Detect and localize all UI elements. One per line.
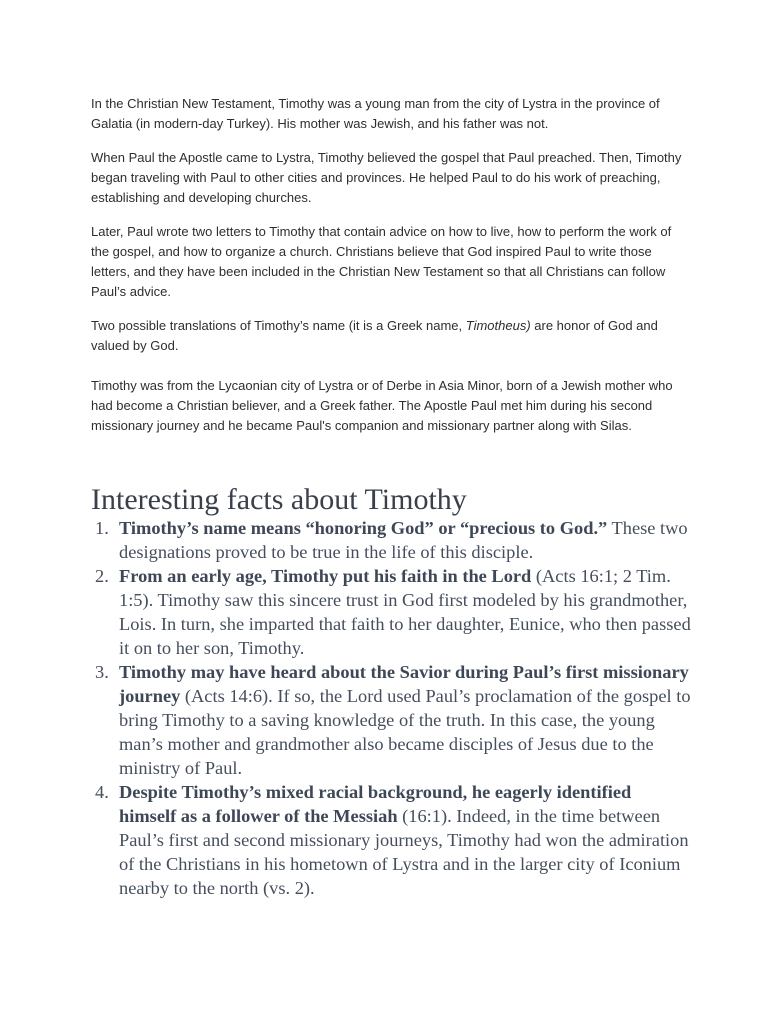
fact-number: 1.	[95, 518, 109, 538]
section-heading: Interesting facts about Timothy	[91, 483, 467, 516]
intro-section	[91, 94, 691, 450]
fact-item	[91, 564, 691, 660]
fact-number: 2.	[95, 566, 109, 586]
intro-paragraph: When Paul the Apostle came to Lystra, Timothy believed the gospel that Paul preached. Then, Timothy began traveling with Paul to other cities and provinces. He helped Paul to do his work of preaching, establishing and developing churches.	[91, 150, 682, 205]
fact-number: 4.	[95, 782, 109, 802]
intro-paragraph: Timothy was from the Lycaonian city of Lystra or of Derbe in Asia Minor, born of a Jewish mother who had become a Christian believer, and a Greek father. The Apostle Paul met him during his second missionary journey and he became Paul's companion and missionary partner along with Silas.	[91, 378, 673, 433]
intro-paragraph: In the Christian New Testament, Timothy was a young man from the city of Lystra in the province of Galatia (in modern-day Turkey). His mother was Jewish, and his father was not.	[91, 96, 660, 131]
intro-paragraph	[91, 316, 691, 356]
fact-bold-text: Timothy may have heard about the Savior during Paul’s first missionary journey	[119, 662, 689, 706]
fact-bold-text: Timothy’s name means “honoring God” or “precious to God.”	[119, 518, 608, 538]
fact-text: (Acts 14:6). If so, the Lord used Paul’s proclamation of the gospel to bring Timothy to a saving knowledge of the truth. In this case, the young man’s mother and grandmother also became disciples of Jesus due to the ministry of Paul.	[119, 686, 691, 778]
facts-list	[91, 516, 691, 900]
intro-paragraph: Later, Paul wrote two letters to Timothy that contain advice on how to live, how to perform the work of the gospel, and how to organize a church. Christians believe that God inspired Paul to write those letters, and they have been included in the Christian New Testament so that all Christians can follow Paul’s advice.	[91, 224, 672, 299]
fact-text: (Acts 16:1; 2 Tim. 1:5). Timothy saw this sincere trust in God first modeled by his grandmother, Lois. In turn, she imparted that faith to her daughter, Eunice, who then passed it on to her son, Timothy.	[119, 566, 691, 658]
fact-text: (16:1). Indeed, in the time between Paul’s first and second missionary journeys, Timothy had won the admiration of the Christians in his hometown of Lystra and in the larger city of Iconium nearby to the north (vs. 2).	[119, 806, 689, 898]
fact-item	[91, 516, 691, 564]
intro-paragraph-text: Two possible translations of Timothy’s name (it is a Greek name,	[91, 318, 466, 333]
intro-paragraph-text: are honor of God and valued by God.	[91, 318, 658, 353]
fact-item	[91, 780, 691, 900]
fact-item	[91, 660, 691, 780]
greek-name-italic: Timotheus)	[465, 318, 531, 333]
fact-number: 3.	[95, 662, 109, 682]
fact-bold-text: Despite Timothy’s mixed racial background, he eagerly identified himself as a follower of the Messiah	[119, 782, 632, 826]
fact-bold-text: From an early age, Timothy put his faith in the Lord	[119, 566, 532, 586]
fact-text: These two designations proved to be true in the life of this disciple.	[119, 518, 688, 562]
